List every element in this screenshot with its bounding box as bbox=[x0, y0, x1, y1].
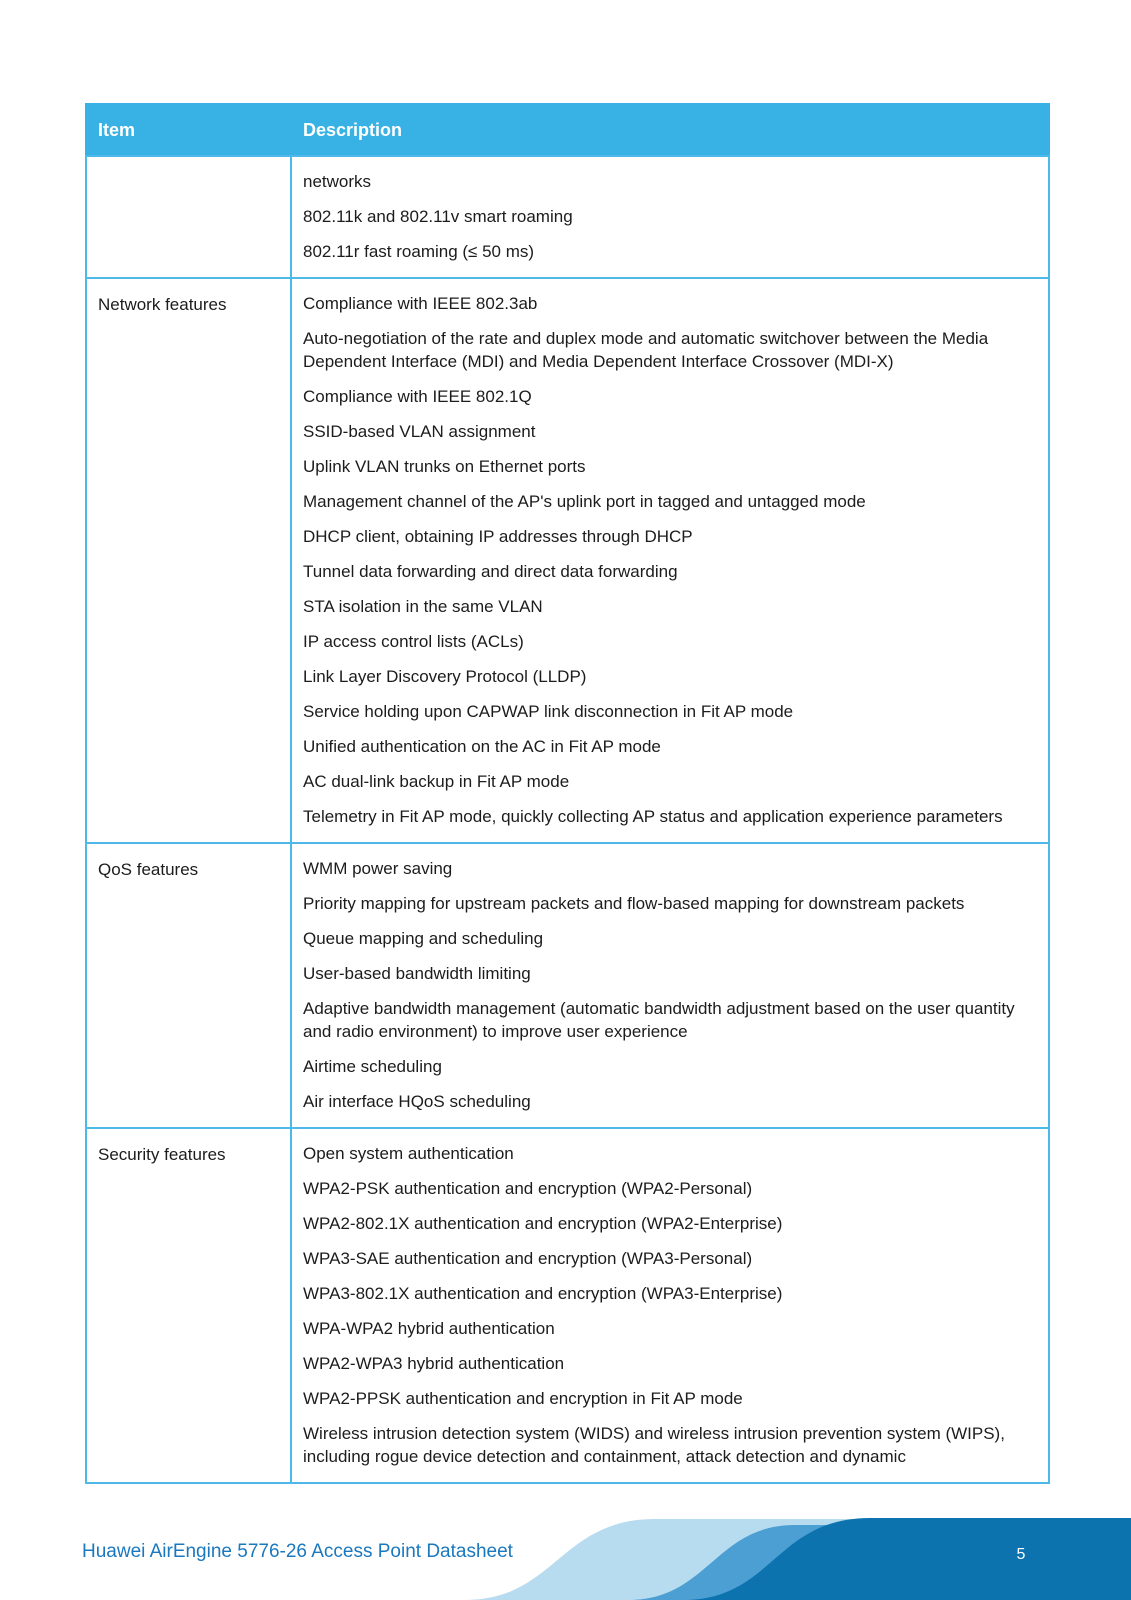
table-section-row bbox=[86, 278, 1049, 843]
features-table bbox=[85, 103, 1050, 1484]
feature-line: Compliance with IEEE 802.1Q bbox=[303, 387, 532, 406]
feature-line: Management channel of the AP's uplink port in tagged and untagged mode bbox=[303, 492, 866, 511]
feature-line: User-based bandwidth limiting bbox=[303, 964, 531, 983]
item-cell: Network features bbox=[86, 278, 291, 843]
description-cell bbox=[291, 843, 1049, 1128]
feature-line: Unified authentication on the AC in Fit AP mode bbox=[303, 737, 661, 756]
feature-line: Air interface HQoS scheduling bbox=[303, 1092, 531, 1111]
feature-line: Uplink VLAN trunks on Ethernet ports bbox=[303, 457, 586, 476]
page-number: 5 bbox=[1016, 1546, 1026, 1563]
feature-line: WPA3-SAE authentication and encryption (WPA3-Personal) bbox=[303, 1249, 753, 1268]
feature-line: Queue mapping and scheduling bbox=[303, 929, 544, 948]
table-section-row bbox=[86, 1128, 1049, 1483]
feature-line: WPA2-PPSK authentication and encryption in Fit AP mode bbox=[303, 1389, 743, 1408]
feature-line: Auto-negotiation of the rate and duplex mode and automatic switchover between the Media Dependent Interface (MDI) and Media Dependent Interface Crossover (MDI-X) bbox=[303, 329, 989, 371]
table-header-row bbox=[86, 104, 1049, 156]
description-cell bbox=[291, 278, 1049, 843]
feature-line: Tunnel data forwarding and direct data forwarding bbox=[303, 562, 678, 581]
feature-line: AC dual-link backup in Fit AP mode bbox=[303, 772, 570, 791]
feature-line: 802.11k and 802.11v smart roaming bbox=[303, 207, 573, 226]
feature-line: Telemetry in Fit AP mode, quickly collecting AP status and application experience parameters bbox=[303, 807, 1003, 826]
feature-line: WPA2-802.1X authentication and encryption (WPA2-Enterprise) bbox=[303, 1214, 783, 1233]
feature-line: Open system authentication bbox=[303, 1144, 514, 1163]
feature-line: networks bbox=[303, 172, 372, 191]
table-head bbox=[86, 104, 1049, 156]
column-header-item: Item bbox=[86, 104, 291, 156]
item-cell: Security features bbox=[86, 1128, 291, 1483]
feature-line: Adaptive bandwidth management (automatic bandwidth adjustment based on the user quantity and radio environment) to improve user experience bbox=[303, 999, 1015, 1041]
feature-line: DHCP client, obtaining IP addresses through DHCP bbox=[303, 527, 693, 546]
feature-line: 802.11r fast roaming (≤ 50 ms) bbox=[303, 242, 535, 261]
description-cell bbox=[291, 1128, 1049, 1483]
feature-line: Compliance with IEEE 802.3ab bbox=[303, 294, 538, 313]
item-cell bbox=[86, 156, 291, 278]
feature-line: WPA2-WPA3 hybrid authentication bbox=[303, 1354, 565, 1373]
item-cell: QoS features bbox=[86, 843, 291, 1128]
footer-doc-title: Huawei AirEngine 5776-26 Access Point Datasheet bbox=[82, 1541, 513, 1562]
table-body bbox=[86, 156, 1049, 1483]
column-header-description: Description bbox=[291, 104, 1049, 156]
feature-line: SSID-based VLAN assignment bbox=[303, 422, 536, 441]
table-section-row bbox=[86, 843, 1049, 1128]
feature-line: STA isolation in the same VLAN bbox=[303, 597, 543, 616]
feature-line: WPA-WPA2 hybrid authentication bbox=[303, 1319, 555, 1338]
feature-line: WMM power saving bbox=[303, 859, 453, 878]
feature-line: WPA2-PSK authentication and encryption (WPA2-Personal) bbox=[303, 1179, 753, 1198]
feature-line: Link Layer Discovery Protocol (LLDP) bbox=[303, 667, 587, 686]
table-section-row bbox=[86, 156, 1049, 278]
feature-line: Priority mapping for upstream packets and flow-based mapping for downstream packets bbox=[303, 894, 965, 913]
feature-line: IP access control lists (ACLs) bbox=[303, 632, 524, 651]
description-cell bbox=[291, 156, 1049, 278]
feature-line: Wireless intrusion detection system (WIDS) and wireless intrusion prevention system (WIPS), including rogue device detection and containment, attack detection and dynamic bbox=[303, 1424, 1005, 1466]
feature-line: Service holding upon CAPWAP link disconnection in Fit AP mode bbox=[303, 702, 794, 721]
feature-line: Airtime scheduling bbox=[303, 1057, 442, 1076]
feature-line: WPA3-802.1X authentication and encryption (WPA3-Enterprise) bbox=[303, 1284, 783, 1303]
